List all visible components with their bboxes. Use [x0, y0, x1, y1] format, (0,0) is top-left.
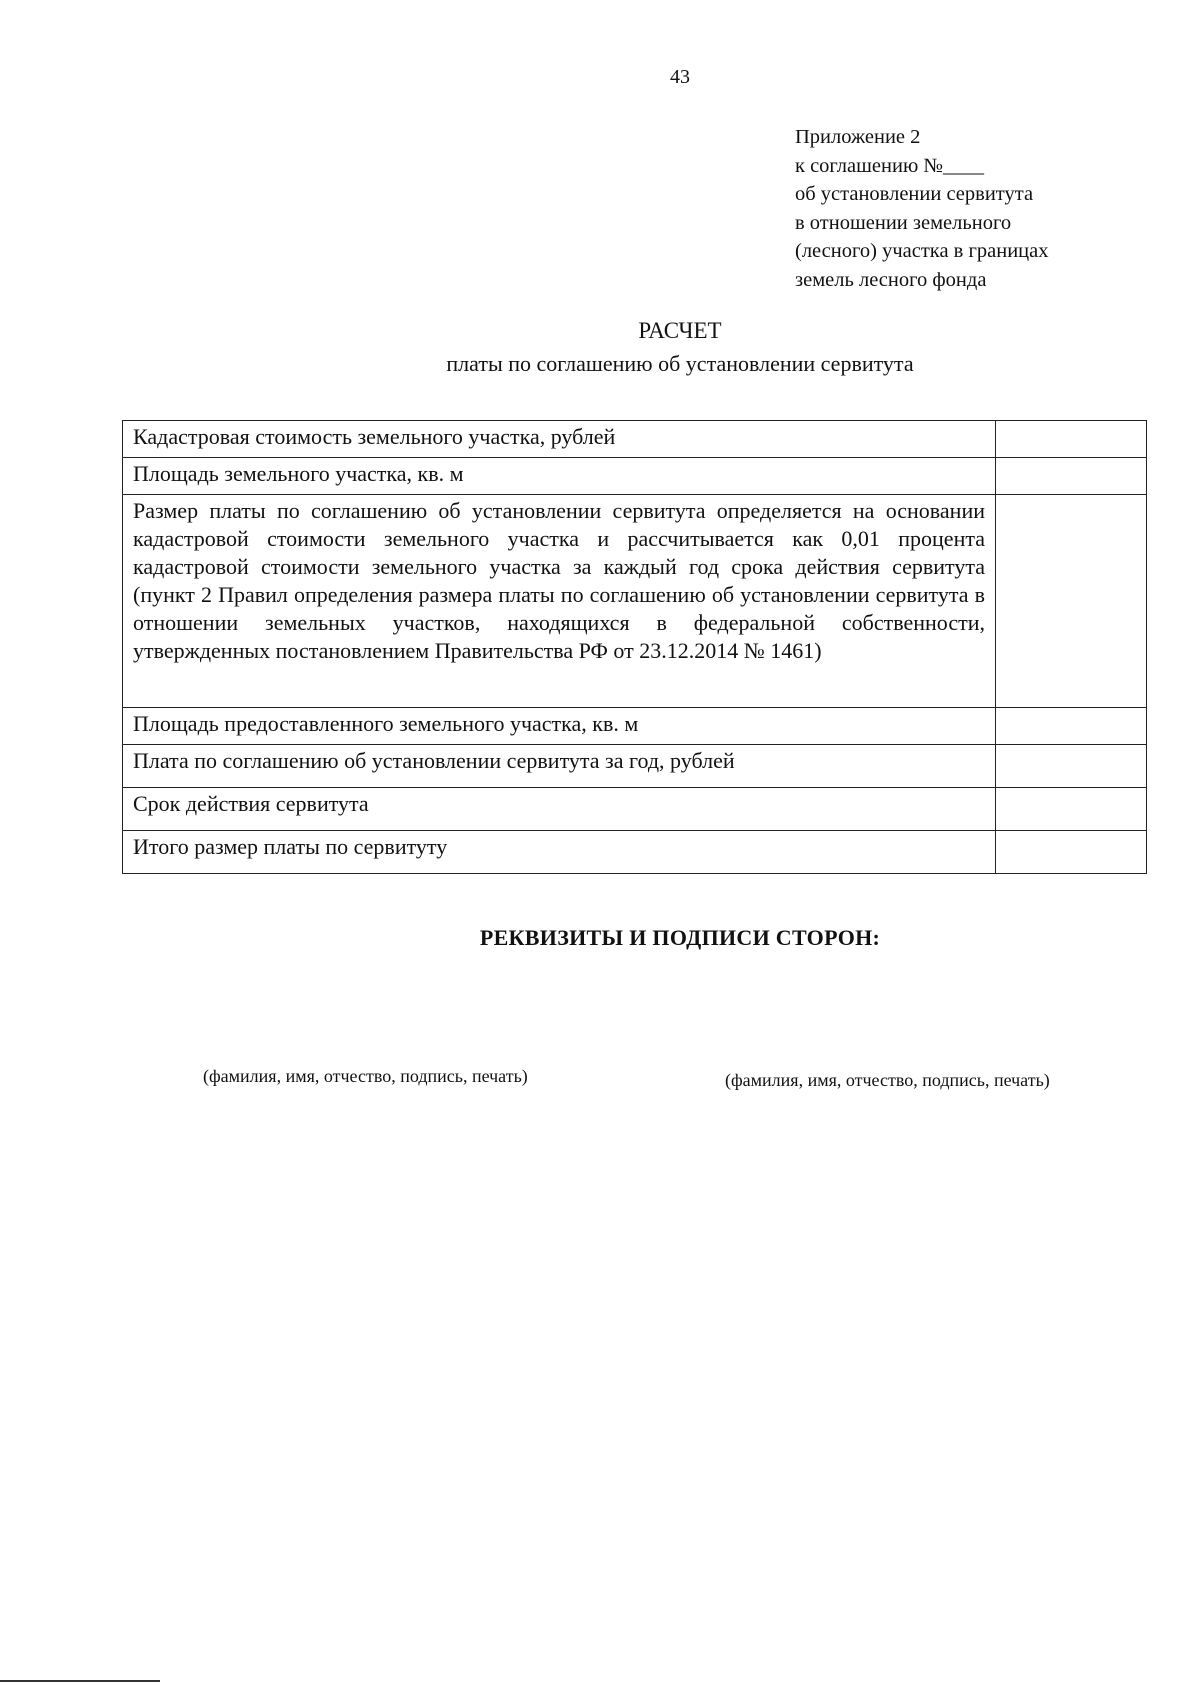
row-value-cell [996, 458, 1147, 495]
page-number: 43 [670, 66, 690, 88]
row-value-cell [996, 495, 1147, 708]
row-value-cell [996, 421, 1147, 458]
calculation-table [122, 420, 1147, 874]
table-row [123, 458, 1147, 495]
table-row [123, 831, 1147, 874]
signature-caption-right: (фамилия, имя, отчество, подпись, печать) [725, 1070, 1050, 1090]
row-label: Размер платы по соглашению об установлении сервитута определяется на основании кадастровой стоимости земельного участка и рассчитывается как 0,01 процента кадастровой стоимости земельного участка за каждый год срока действия сервитута (пункт 2 Правил определения размера платы по соглашению об установлении сервитута в отношении земельных участков, находящихся в федеральной собственности, утвержденных постановлением Правительства РФ от 23.12.2014 № 1461) [123, 495, 996, 708]
row-label: Площадь предоставленного земельного участка, кв. м [123, 708, 996, 745]
appendix-line: в отношении земельного [795, 211, 1012, 234]
page-bottom-rule [0, 1680, 160, 1682]
table-row [123, 745, 1147, 788]
row-value-cell [996, 831, 1147, 874]
table-row [123, 788, 1147, 831]
appendix-line: к соглашению №____ [795, 154, 984, 177]
appendix-line: земель лесного фонда [795, 268, 987, 291]
row-label: Плата по соглашению об установлении сервитута за год, рублей [123, 745, 996, 788]
row-value-cell [996, 708, 1147, 745]
requisites-heading: РЕКВИЗИТЫ И ПОДПИСИ СТОРОН: [479, 925, 881, 950]
row-value-cell [996, 788, 1147, 831]
row-label: Итого размер платы по сервитуту [123, 831, 996, 874]
row-label: Площадь земельного участка, кв. м [123, 458, 996, 495]
row-value-cell [996, 745, 1147, 788]
table-row [123, 421, 1147, 458]
document-subtitle: платы по соглашению об установлении сервитута [446, 351, 914, 376]
row-label: Срок действия сервитута [123, 788, 996, 831]
table-row [123, 495, 1147, 708]
signature-caption-left: (фамилия, имя, отчество, подпись, печать) [203, 1066, 528, 1086]
document-title: РАСЧЕТ [638, 318, 722, 343]
appendix-line: (лесного) участка в границах [795, 240, 1049, 262]
appendix-line: Приложение 2 [795, 126, 921, 148]
row-label: Кадастровая стоимость земельного участка, рублей [123, 421, 996, 458]
appendix-line: об установлении сервитута [795, 183, 1034, 205]
appendix-reference [795, 123, 1125, 294]
table-row [123, 708, 1147, 745]
